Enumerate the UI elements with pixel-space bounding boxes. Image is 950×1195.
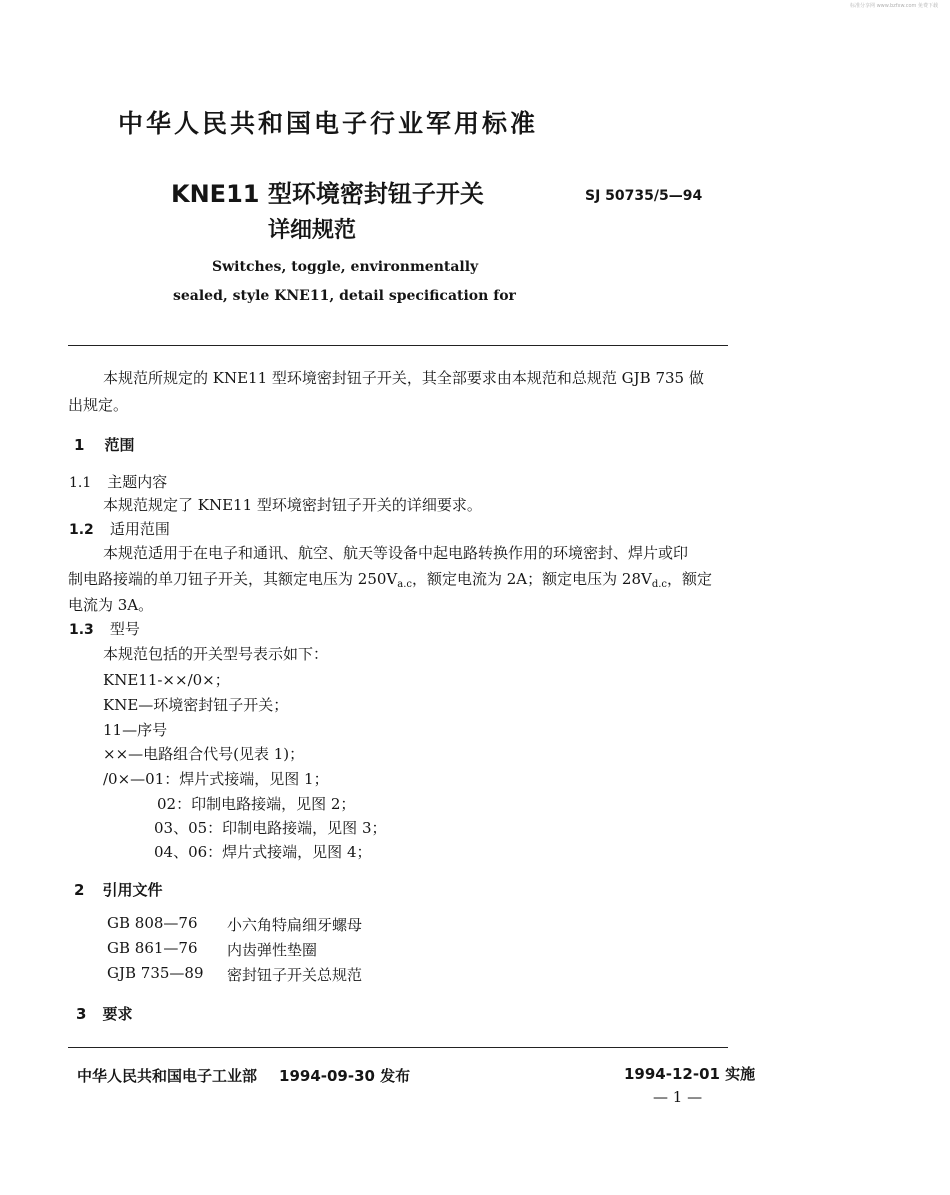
subscript: d.c (651, 579, 668, 590)
model-line: 03、05：印制电路接端，见图 3； (154, 819, 387, 837)
reference-name: 小六角特扁细牙螺母 (227, 916, 363, 934)
section-number: 1.1 (69, 475, 92, 491)
document-title-en: Switches, toggle, environmentally (212, 259, 479, 275)
header-divider (68, 345, 728, 346)
section-title: 主题内容 (107, 473, 168, 491)
issue-date: 1994-09-30 发布 (279, 1067, 411, 1085)
section-number: 1 (74, 436, 85, 454)
section-1-heading (74, 434, 134, 455)
section-1-1-text: 本规范规定了 KNE11 型环境密封钮子开关的详细要求。 (103, 496, 482, 514)
section-2-heading (74, 879, 162, 900)
section-number: 3 (76, 1005, 87, 1023)
top-watermark: 标准分享网 www.bzfxw.com 免费下载 (850, 3, 938, 9)
reference-code: GJB 735—89 (107, 964, 204, 982)
section-number: 2 (74, 881, 85, 899)
reference-code: GB 808—76 (107, 914, 198, 932)
page-number: — 1 — (653, 1088, 703, 1106)
model-line: 本规范包括的开关型号表示如下： (103, 645, 329, 663)
reference-item (107, 964, 362, 989)
issuing-authority: 中华人民共和国电子工业部 (77, 1067, 258, 1085)
model-line: KNE—环境密封钮子开关； (103, 696, 289, 714)
section-title: 型号 (109, 620, 140, 638)
text-run: 制电路接端的单刀钮子开关，其额定电压为 250V (68, 570, 398, 588)
section-1-3-heading (69, 618, 140, 639)
section-number: 1.3 (69, 622, 94, 638)
section-title: 要求 (102, 1005, 133, 1023)
model-line: /0×—01：焊片式接端，见图 1； (103, 770, 329, 788)
model-line: 02：印制电路接端，见图 2； (157, 795, 356, 813)
model-line: KNE11-××/0×； (103, 671, 230, 689)
section-title: 范围 (104, 436, 135, 454)
document-title-cn-subtitle: 详细规范 (268, 218, 357, 243)
document-title-en-line2: sealed, style KNE11, detail specification for (173, 288, 516, 304)
section-1-1-heading (69, 471, 167, 492)
reference-list (107, 914, 362, 989)
model-line: 11—序号 (103, 721, 168, 739)
standard-category: 中华人民共和国电子行业军用标准 (118, 109, 539, 138)
footer-issuer-line (77, 1065, 410, 1086)
section-3-heading (76, 1003, 132, 1024)
section-1-2-line2 (68, 568, 712, 590)
reference-code: GB 861—76 (107, 939, 198, 957)
text-run: ，额定 (667, 570, 713, 588)
document-number: SJ 50735/5—94 (585, 188, 703, 204)
model-line: ××—电路组合代号(见表 1)； (103, 745, 305, 763)
effective-date: 1994-12-01 实施 (624, 1065, 756, 1083)
section-title: 引用文件 (102, 881, 163, 899)
section-1-2-heading (69, 518, 170, 539)
intro-paragraph-cont: 出规定。 (68, 396, 129, 414)
model-line: 04、06：焊片式接端，见图 4； (154, 843, 372, 861)
reference-name: 内齿弹性垫圈 (227, 941, 318, 959)
section-1-2-line1: 本规范适用于在电子和通讯、航空、航天等设备中起电路转换作用的环境密封、焊片或印 (103, 544, 689, 562)
section-title: 适用范围 (109, 520, 170, 538)
section-1-2-line3: 电流为 3A。 (68, 596, 154, 614)
reference-name: 密封钮子开关总规范 (227, 966, 363, 984)
text-run: ，额定电流为 2A；额定电压为 28V (411, 570, 652, 588)
document-title-cn: KNE11 型环境密封钮子开关 (171, 180, 484, 208)
subscript: a.c (397, 579, 412, 590)
reference-item (107, 939, 362, 964)
intro-paragraph: 本规范所规定的 KNE11 型环境密封钮子开关，其全部要求由本规范和总规范 GJB 735 做 (103, 369, 704, 387)
section-number: 1.2 (69, 522, 94, 538)
footer-divider (68, 1047, 728, 1048)
reference-item (107, 914, 362, 939)
